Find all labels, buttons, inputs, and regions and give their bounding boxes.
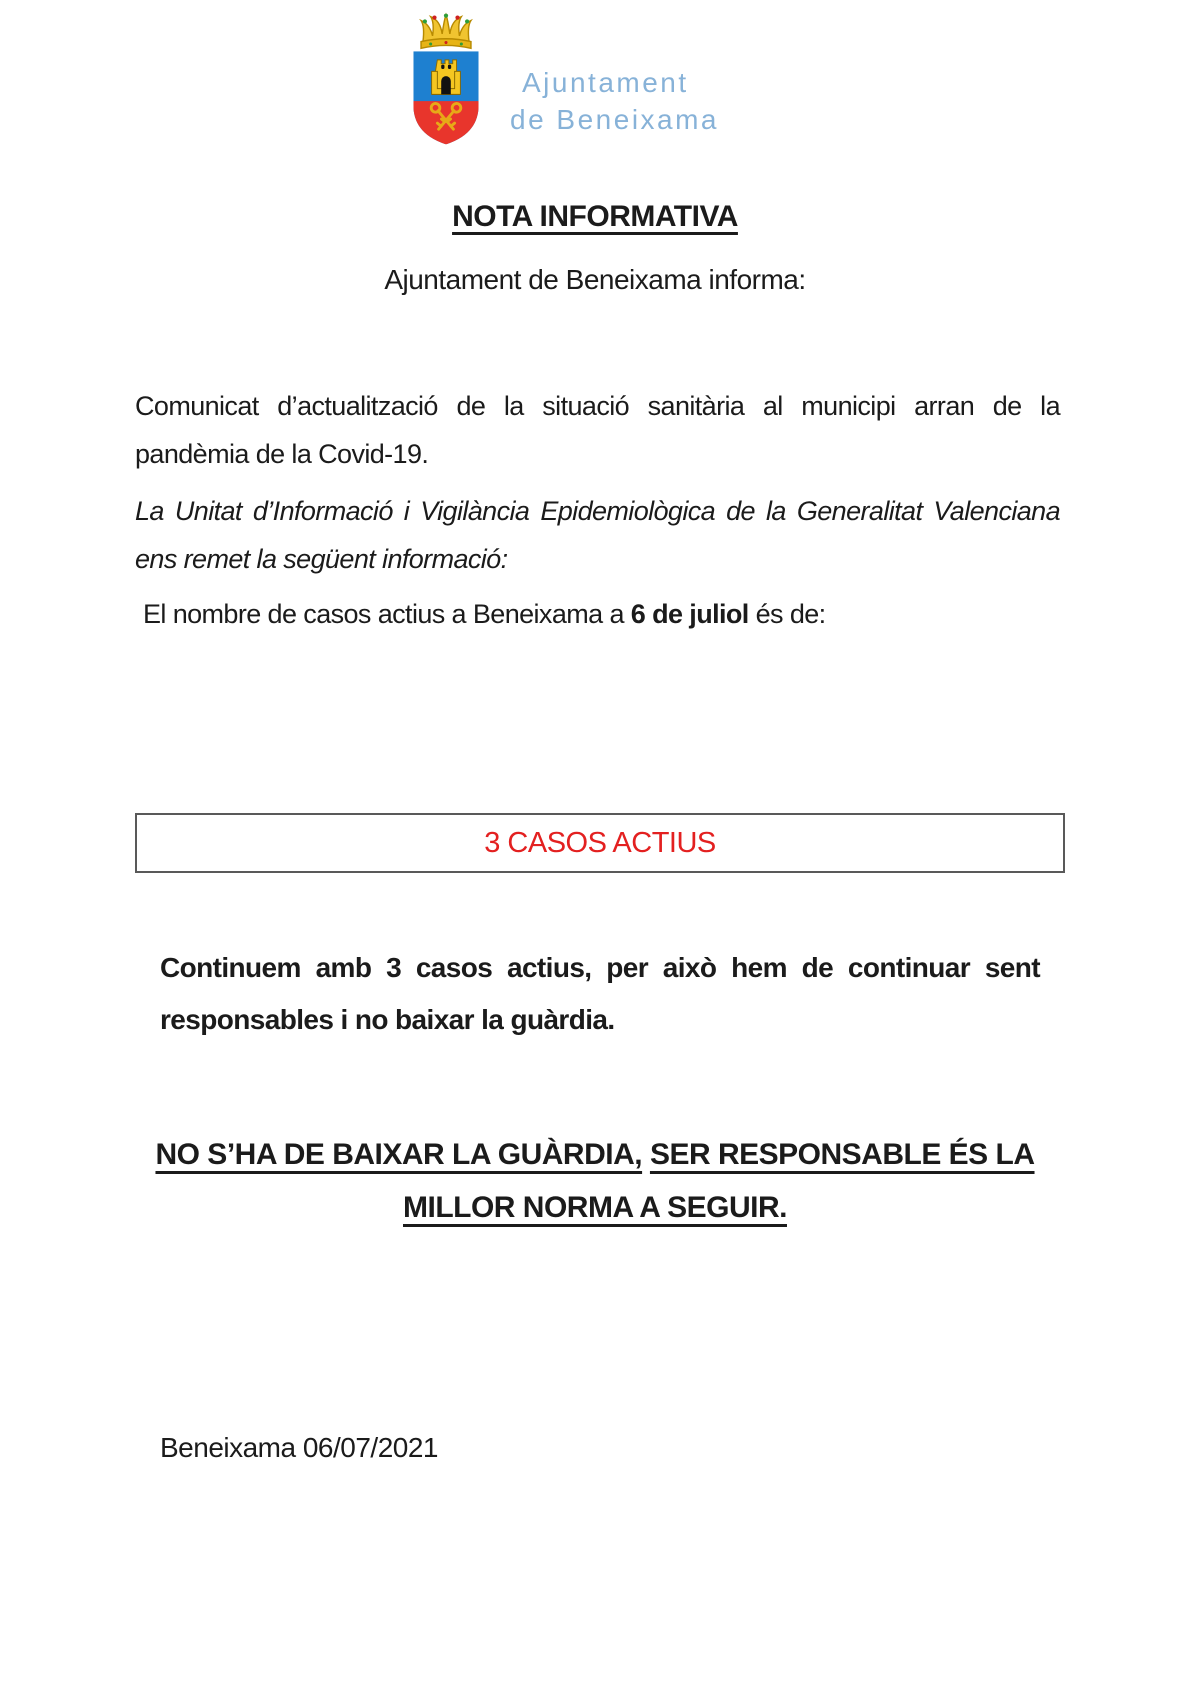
paragraph-case-count-intro [135,590,1060,638]
warning-statement [140,1128,1050,1234]
case-count-date: 6 de juliol [630,599,749,629]
town-hall-name-line2: de Beneixama [510,104,720,135]
coat-of-arms-icon [398,12,494,148]
page-subtitle: Ajuntament de Beneixama informa: [384,264,806,295]
crown-icon [421,14,471,49]
page-title-text: NOTA INFORMATIVA [452,200,738,233]
page-title [0,200,1190,234]
town-hall-name-line1: Ajuntament [522,67,689,98]
footer-date: Beneixama 06/07/2021 [160,1432,438,1463]
paragraph-source-italic: La Unitat d’Informació i Vigilància Epidemiològica de la Generalitat Valenciana ens remet la següent informació: [135,496,1060,574]
case-count-intro-prefix: El nombre de casos actius a Beneixama a [143,599,631,629]
active-cases-count: 3 CASOS ACTIUS [484,826,716,859]
case-count-intro-suffix: és de: [748,599,826,629]
active-cases-box [135,813,1065,873]
warning-part1: NO S’HA DE BAIXAR LA GUÀRDIA, [155,1138,643,1171]
paragraph-communique: Comunicat d’actualització de la situació sanitària al municipi arran de la pandèmia de la Covid-19. [135,391,1060,469]
paragraph-continue-responsible: Continuem amb 3 casos actius, per això hem de continuar sent responsables i no baixar la guàrdia. [160,952,1040,1035]
town-hall-logo [398,12,719,148]
shield-icon [413,51,478,145]
warning-part2: SER RESPONSABLE ÉS LA MILLOR NORMA A SEGUIR. [403,1138,1035,1224]
town-hall-name [510,64,719,148]
